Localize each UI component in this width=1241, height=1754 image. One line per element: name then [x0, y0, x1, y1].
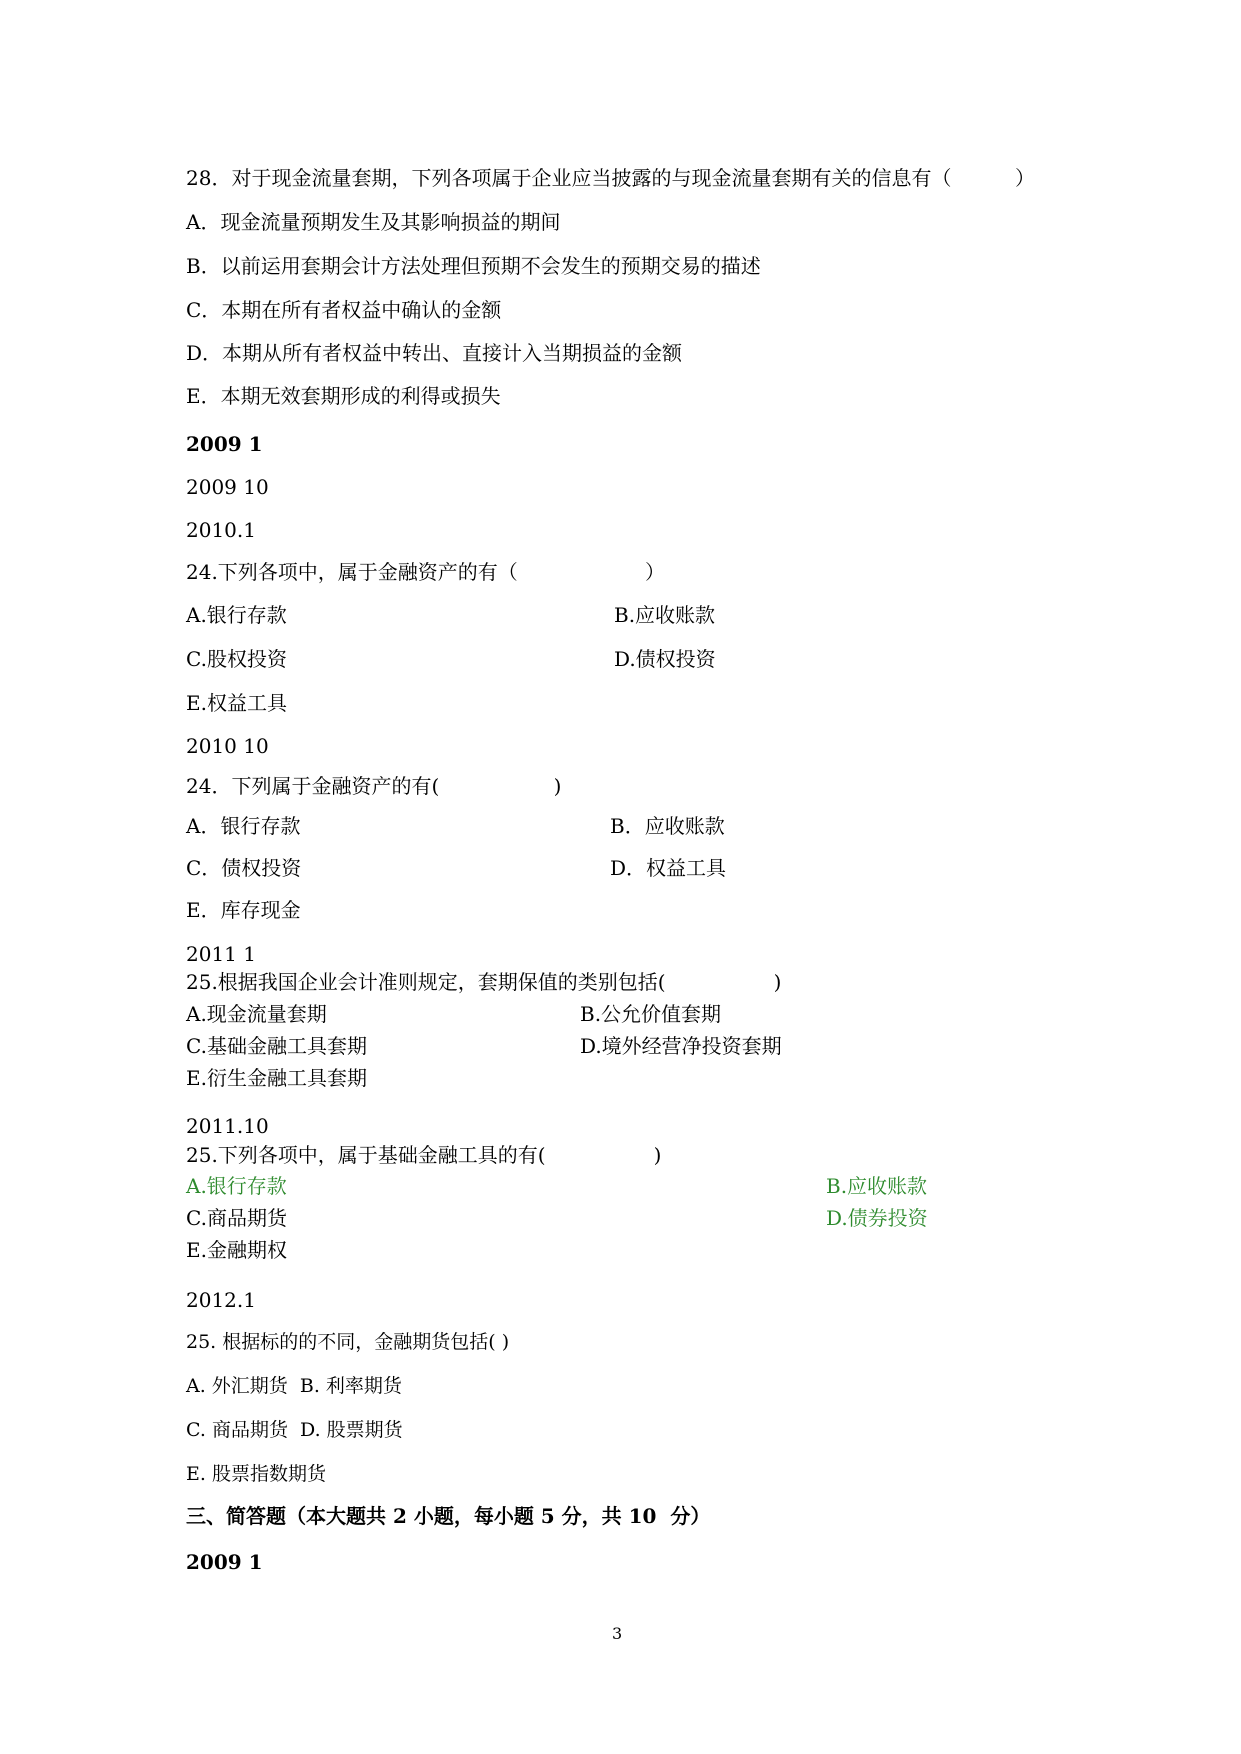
q25-2011-1-option-b: B.公允价值套期 — [580, 1002, 722, 1026]
q28-option-e: E．本期无效套期形成的利得或损失 — [186, 384, 501, 408]
q24-2010-10-option-b: B．应收账款 — [610, 814, 725, 838]
q24-2010-1-option-a: A.银行存款 — [186, 603, 287, 627]
year-heading-2011-1: 2011 1 — [186, 942, 256, 966]
q25-2011-10-option-c: C.商品期货 — [186, 1206, 287, 1230]
year-heading-2010-1: 2010.1 — [186, 518, 256, 542]
year-heading-2011-10: 2011.10 — [186, 1114, 269, 1138]
q25-2011-1-stem: 25.根据我国企业会计准则规定，套期保值的类别包括( ) — [186, 970, 782, 994]
q25-2011-1-option-e: E.衍生金融工具套期 — [186, 1066, 367, 1090]
q24-2010-10-stem: 24．下列属于金融资产的有( ) — [186, 774, 562, 798]
q28-stem: 28．对于现金流量套期，下列各项属于企业应当披露的与现金流量套期有关的信息有（ ） — [186, 166, 1036, 190]
q25-2011-1-option-d: D.境外经营净投资套期 — [580, 1034, 782, 1058]
q24-2010-1-option-e: E.权益工具 — [186, 691, 287, 715]
page-number: 3 — [612, 1624, 623, 1643]
q24-2010-1-stem: 24.下列各项中，属于金融资产的有（ ） — [186, 560, 665, 584]
q28-option-a: A．现金流量预期发生及其影响损益的期间 — [186, 210, 561, 234]
q24-2010-10-option-e: E．库存现金 — [186, 898, 301, 922]
q24-2010-10-option-a: A．银行存款 — [186, 814, 301, 838]
q24-2010-1-option-c: C.股权投资 — [186, 647, 287, 671]
q28-option-b: B．以前运用套期会计方法处理但预期不会发生的预期交易的描述 — [186, 254, 761, 278]
q24-2010-1-option-b: B.应收账款 — [614, 603, 716, 627]
q25-2011-10-option-b: B.应收账款 — [826, 1174, 928, 1198]
section-heading-short-answer: 三、简答题（本大题共 2 小题，每小题 5 分，共 10 分） — [186, 1504, 711, 1528]
q24-2010-10-option-d: D．权益工具 — [610, 856, 727, 880]
q25-2011-1-option-c: C.基础金融工具套期 — [186, 1034, 367, 1058]
q28-option-c: C．本期在所有者权益中确认的金额 — [186, 298, 502, 322]
year-heading-2009-1-second: 2009 1 — [186, 1550, 263, 1574]
q25-2012-1-stem: 25. 根据标的的不同，金融期货包括( ) — [186, 1331, 510, 1353]
q25-2011-10-option-e: E.金融期权 — [186, 1238, 287, 1262]
q28-option-d: D．本期从所有者权益中转出、直接计入当期损益的金额 — [186, 341, 683, 365]
q25-2011-1-option-a: A.现金流量套期 — [186, 1002, 327, 1026]
year-heading-2010-10: 2010 10 — [186, 734, 269, 758]
year-heading-2009-10: 2009 10 — [186, 475, 269, 499]
year-heading-2009-1: 2009 1 — [186, 432, 263, 456]
q25-2012-1-option-e: E. 股票指数期货 — [186, 1463, 326, 1485]
q25-2012-1-options-cd: C. 商品期货 D. 股票期货 — [186, 1419, 403, 1441]
q24-2010-10-option-c: C．债权投资 — [186, 856, 302, 880]
q25-2011-10-stem: 25.下列各项中，属于基础金融工具的有( ) — [186, 1143, 662, 1167]
q24-2010-1-option-d: D.债权投资 — [614, 647, 716, 671]
year-heading-2012-1: 2012.1 — [186, 1288, 256, 1312]
q25-2012-1-options-ab: A. 外汇期货 B. 利率期货 — [186, 1375, 402, 1397]
q25-2011-10-option-a: A.银行存款 — [186, 1174, 287, 1198]
q25-2011-10-option-d: D.债券投资 — [826, 1206, 928, 1230]
